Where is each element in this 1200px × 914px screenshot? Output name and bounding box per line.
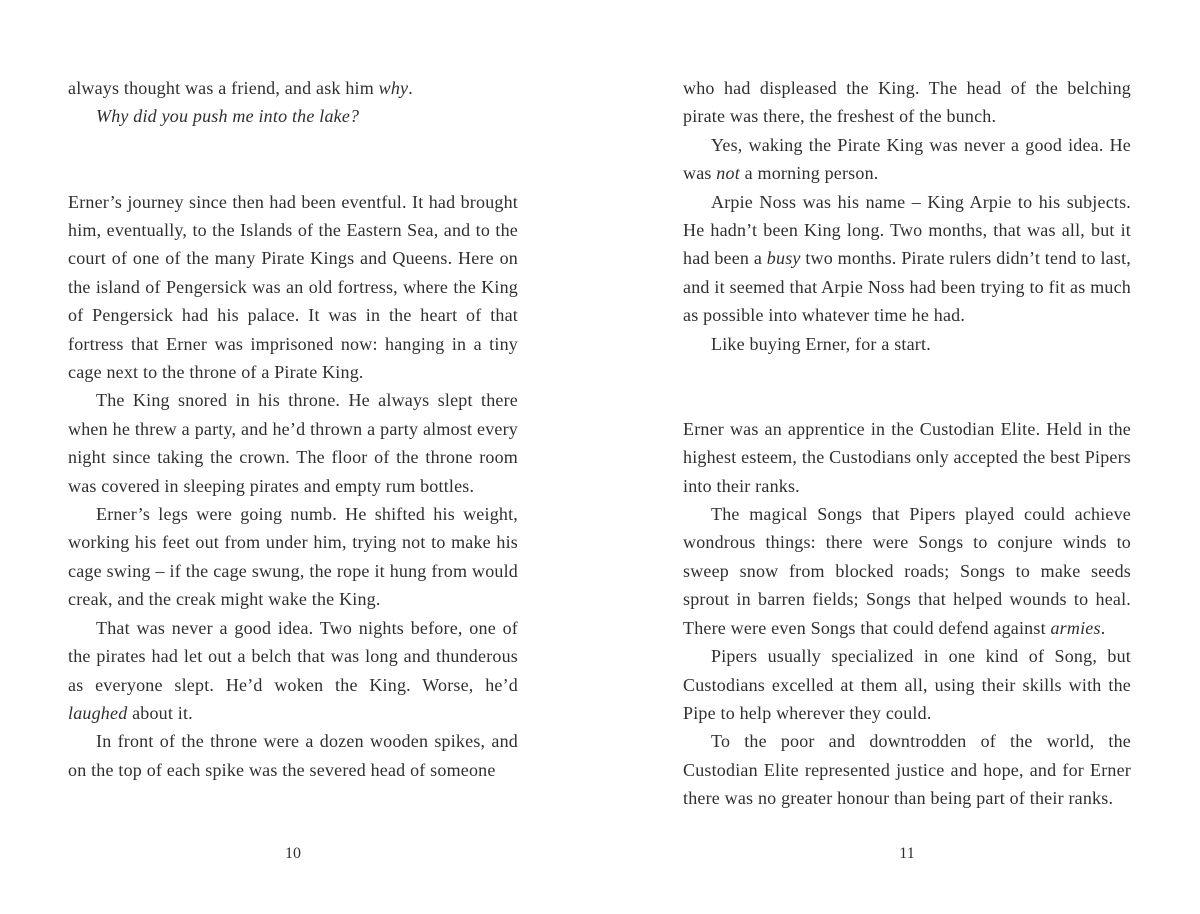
emphasized-text: not	[716, 163, 740, 184]
emphasized-text: busy	[766, 248, 801, 269]
right-page-text	[683, 74, 1131, 813]
paragraph: Yes, waking the Pirate King was never a good idea. He was not a morning person.	[683, 134, 1131, 184]
emphasized-text: why	[378, 78, 409, 98]
paragraph: To the poor and downtrodden of the world, the Custodian Elite represented justice and hope, and for Erner there was no greater honour than being part of their ranks.	[683, 731, 1131, 809]
paragraph: who had displeased the King. The head of the belching pirate was there, the freshest of the bunch.	[683, 78, 1131, 127]
right-page-number: 11	[899, 845, 915, 862]
paragraph: That was never a good idea. Two nights before, one of the pirates had let out a belch that was long and thunderous as everyone slept. He’d woken the King. Worse, he’d laughed about it.	[68, 617, 518, 723]
paragraph: Pipers usually specialized in one kind of Song, but Custodians excelled at them all, using their skills with the Pipe to help wherever they could.	[683, 646, 1131, 723]
paragraph: Arpie Noss was his name – King Arpie to his subjects. He hadn’t been King long. Two months, that was all, but it had been a busy two months. Pirate rulers didn’t tend to last, and it seemed that Arpie Noss had been trying to fit as much as possible into whatever time he had.	[683, 191, 1131, 326]
paragraph: The King snored in his throne. He always slept there when he threw a party, and he’d thrown a party almost every night since taking the crown. The floor of the throne room was covered in sleeping pirates and empty rum bottles.	[68, 390, 518, 496]
paragraph: In front of the throne were a dozen wooden spikes, and on the top of each spike was the severed head of someone	[68, 731, 518, 780]
paragraph: The magical Songs that Pipers played could achieve wondrous things: there were Songs to conjure winds to sweep snow from blocked roads; Songs to make seeds sprout in barren fields; Songs that helped wounds to heal. There were even Songs that could defend against armies.	[683, 504, 1131, 638]
paragraph: Erner’s legs were going numb. He shifted his weight, working his feet out from under him, trying not to make his cage swing – if the cage swung, the rope it hung from would creak, and the creak might wake the King.	[68, 504, 518, 610]
paragraph	[68, 102, 518, 130]
left-page-text	[68, 74, 518, 784]
left-page-number: 10	[285, 845, 301, 862]
paragraph: Erner’s journey since then had been eventful. It had brought him, eventually, to the Islands of the Eastern Sea, and to the court of one of the many Pirate Kings and Queens. Here on the island of Pengersick was an old fortress, where the King of Pengersick had his palace. It was in the heart of that fortress that Erner was imprisoned now: hanging in a tiny cage next to the throne of a Pirate King.	[68, 191, 518, 383]
emphasized-text: Why did you push me into the lake?	[96, 106, 360, 127]
paragraph: Erner was an apprentice in the Custodian Elite. Held in the highest esteem, the Custodians only accepted the best Pipers into their ranks.	[683, 418, 1131, 496]
emphasized-text: armies	[1050, 617, 1101, 638]
emphasized-text: laughed	[68, 702, 128, 723]
paragraph: Like buying Erner, for a start.	[711, 333, 931, 354]
paragraph: always thought was a friend, and ask him why.	[68, 78, 413, 98]
